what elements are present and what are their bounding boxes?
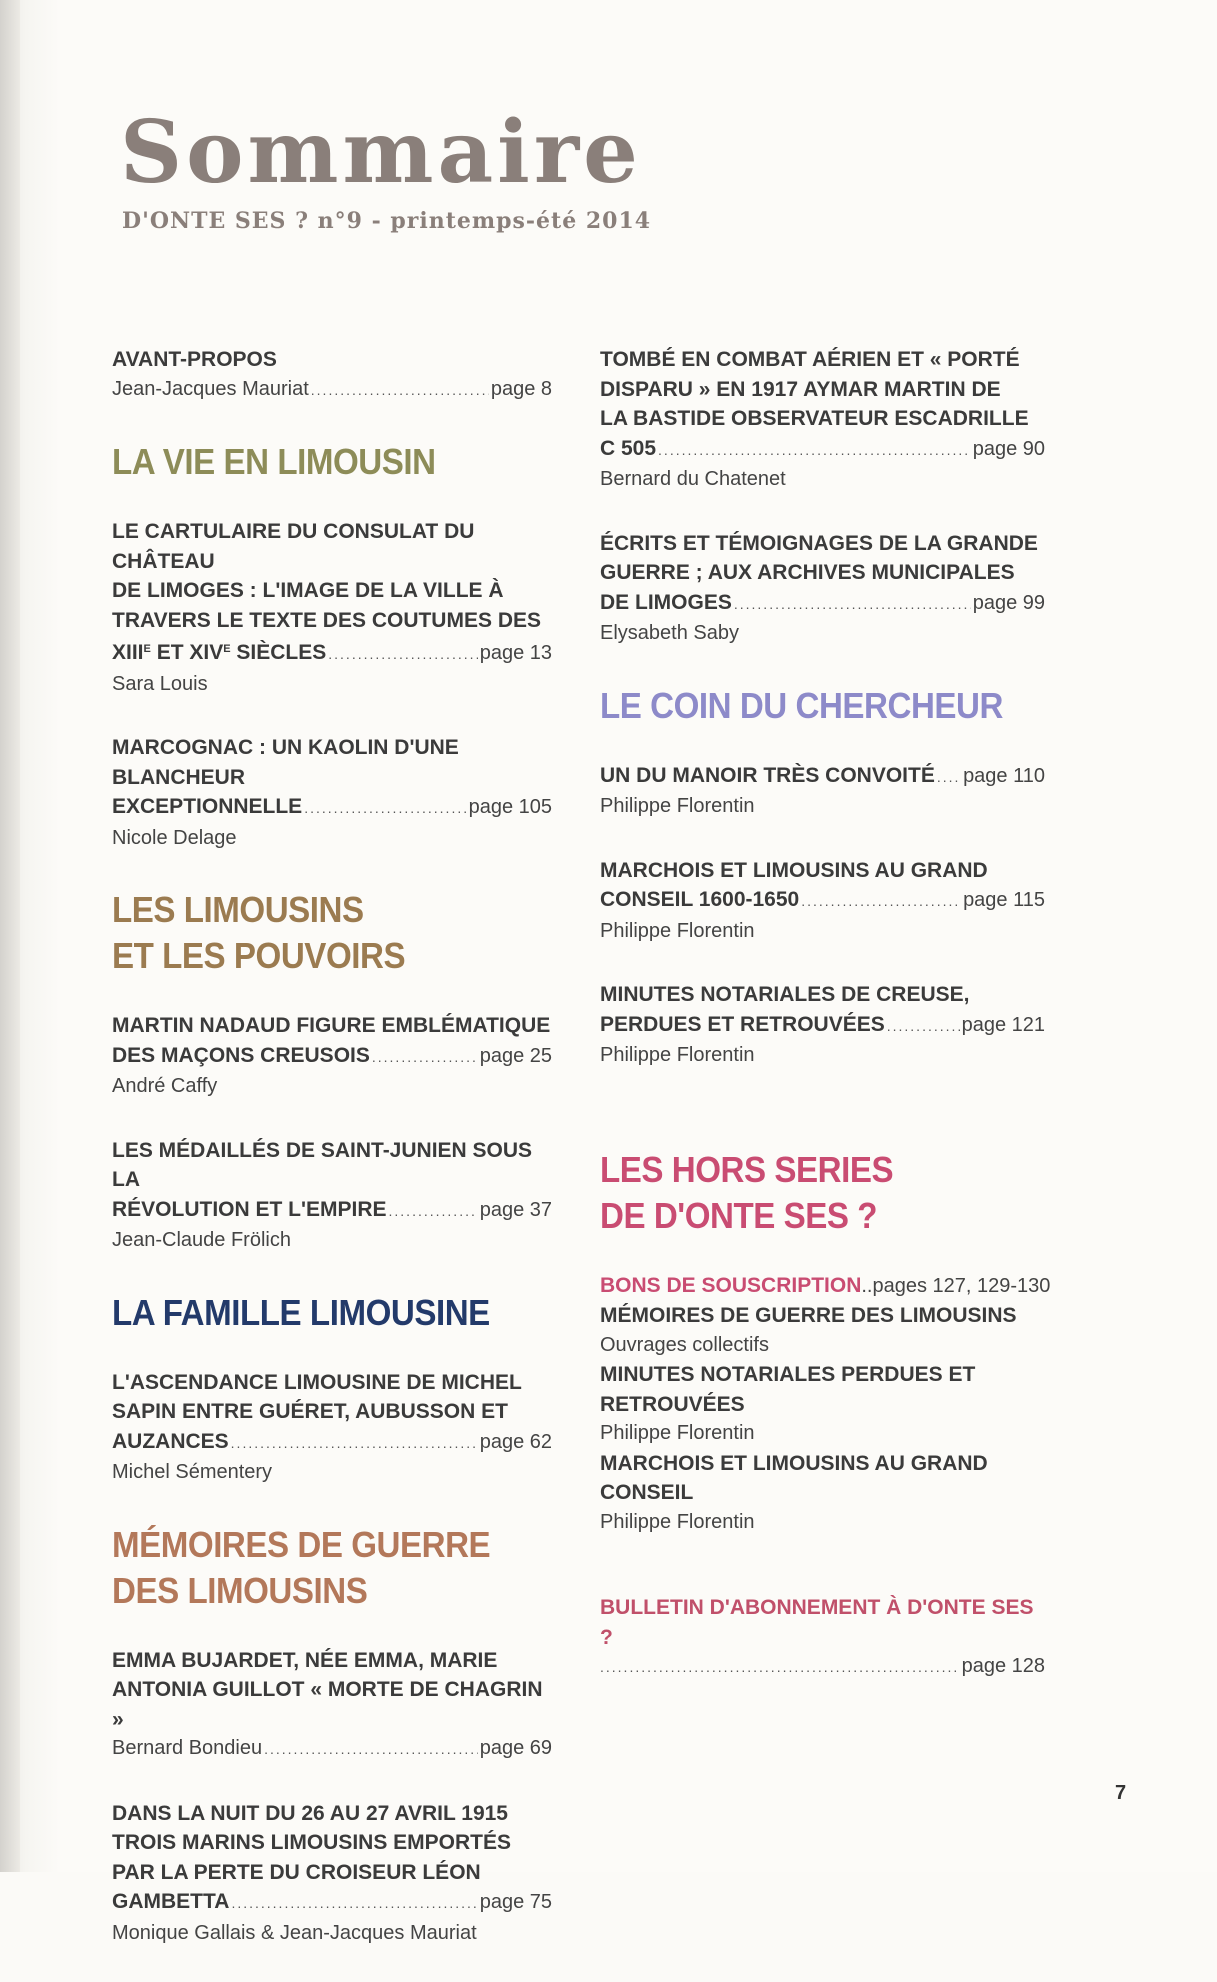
entry-title-line: MINUTES NOTARIALES DE CREUSE, [600, 983, 970, 1006]
superscript: E [223, 643, 231, 655]
hors-series-block [600, 1271, 1051, 1538]
entry-leader-line [600, 1652, 1045, 1683]
entry-page: page 62 [479, 1430, 552, 1453]
toc-entry-ecrits-temoignages[interactable] [600, 529, 1045, 649]
toc-entry-marchois-conseil[interactable] [600, 856, 1045, 947]
title-fragment: ET XIV [150, 641, 224, 664]
entry-page: page 69 [479, 1737, 552, 1759]
dot-leader [231, 1889, 477, 1919]
entry-page: page 121 [961, 1013, 1045, 1036]
entry-page: page 128 [961, 1655, 1045, 1677]
entry-title-last-line: EXCEPTIONNELLE [112, 795, 303, 818]
entry-title-line: L'ASCENDANCE LIMOUSINE DE MICHEL [112, 1370, 522, 1394]
entry-leader-line [600, 588, 1045, 620]
entry-leader-line [112, 1041, 552, 1073]
hors-serie-author: Philippe Florentin [600, 1510, 755, 1533]
dot-leader [801, 887, 961, 917]
toc-entry-medailles[interactable] [112, 1136, 552, 1256]
section-title-limousins-pouvoirs-line2: ET LES POUVOIRS [112, 935, 406, 976]
spacer [600, 1105, 1045, 1147]
entry-title-line: ANTONIA GUILLOT « MORTE DE CHAGRIN » [112, 1678, 543, 1731]
page-spine-shadow [0, 0, 20, 1872]
entry-page: page 105 [468, 796, 552, 818]
toc-right-column [600, 345, 1051, 1717]
hors-serie-title-line2: CONSEIL [600, 1481, 694, 1504]
entry-author: Jean-Jacques Mauriat [112, 377, 309, 400]
entry-title-last-line: RÉVOLUTION ET L'EMPIRE [112, 1197, 387, 1221]
hors-serie-title[interactable]: MINUTES NOTARIALES PERDUES ET [600, 1363, 976, 1386]
entry-page: page 13 [479, 642, 552, 664]
page-title: Sommaire [120, 102, 642, 203]
bons-souscription-line[interactable] [600, 1271, 1051, 1302]
entry-author: Philippe Florentin [600, 1044, 755, 1066]
hors-serie-author: Philippe Florentin [600, 1422, 755, 1444]
superscript: E [143, 643, 151, 655]
toc-entry-bujardet[interactable] [112, 1646, 552, 1765]
entry-title-line: LES MÉDAILLÉS DE SAINT-JUNIEN SOUS LA [112, 1138, 533, 1191]
entry-page: page 99 [972, 591, 1045, 614]
bons-souscription-label: BONS DE SOUSCRIPTION [600, 1273, 862, 1297]
title-fragment: XIII [112, 641, 144, 664]
entry-leader-line [112, 375, 552, 406]
entry-title-line: MARCOGNAC : UN KAOLIN D'UNE BLANCHEUR [112, 736, 459, 789]
toc-entry-manoir[interactable] [600, 761, 1045, 822]
entry-leader-line [112, 635, 552, 670]
entry-author: Bernard du Chatenet [600, 468, 786, 490]
entry-leader-line [112, 1427, 552, 1459]
entry-title-last-line: UN DU MANOIR TRÈS CONVOITÉ [600, 763, 935, 787]
entry-leader-line [600, 885, 1045, 917]
entry-author: Monique Gallais & Jean-Jacques Mauriat [112, 1921, 477, 1944]
entry-title-last-line [112, 635, 326, 668]
hors-serie-author: Ouvrages collectifs [600, 1333, 769, 1356]
toc-entry-marcognac[interactable] [112, 733, 552, 853]
entry-title-line: TOMBÉ EN COMBAT AÉRIEN ET « PORTÉ [600, 348, 1020, 371]
toc-entry-ascendance[interactable] [112, 1368, 552, 1488]
dot-leader [600, 1653, 960, 1683]
dot-leader [231, 1429, 478, 1459]
dot-leader [937, 763, 961, 793]
entry-title-line: DE LIMOGES : L'IMAGE DE LA VILLE À [112, 579, 504, 602]
section-title-hors-series-line2: DE D'ONTE SES ? [600, 1194, 878, 1236]
entry-page: page 25 [479, 1044, 552, 1067]
entry-title-line: DISPARU » EN 1917 AYMAR MARTIN DE [600, 377, 1001, 401]
dot-leader [734, 590, 971, 620]
entry-title-last-line: C 505 [600, 436, 657, 460]
entry-leader-line [600, 761, 1045, 793]
entry-author: Philippe Florentin [600, 919, 755, 942]
dot-leader [328, 640, 477, 670]
entry-leader-line [112, 792, 552, 824]
toc-left-column [112, 345, 552, 1982]
toc-entry-gambetta[interactable] [112, 1799, 552, 1949]
dot-leader [264, 1735, 478, 1765]
entry-title-line: GUERRE ; AUX ARCHIVES MUNICIPALES [600, 561, 1015, 584]
entry-author: Sara Louis [112, 672, 208, 695]
entry-title-line: MARTIN NADAUD FIGURE EMBLÉMATIQUE [112, 1014, 551, 1037]
hors-serie-title[interactable]: MARCHOIS ET LIMOUSINS AU GRAND [600, 1451, 988, 1475]
entry-leader-line [600, 434, 1045, 466]
entry-title-line: MARCHOIS ET LIMOUSINS AU GRAND [600, 858, 988, 882]
dot-leader [389, 1197, 478, 1227]
hors-serie-title[interactable]: MÉMOIRES DE GUERRE DES LIMOUSINS [600, 1304, 1017, 1327]
entry-page: page 37 [479, 1198, 552, 1221]
entry-title-last-line: AUZANCES [112, 1429, 229, 1453]
entry-title-last-line: GAMBETTA [112, 1890, 230, 1913]
dot-leader [658, 436, 971, 466]
hors-serie-title-line2: RETROUVÉES [600, 1392, 745, 1416]
dot-leader [304, 794, 466, 824]
toc-entry-nadaud[interactable] [112, 1011, 552, 1102]
toc-entry-minutes-creuse[interactable] [600, 980, 1045, 1071]
entry-page: page 90 [972, 437, 1045, 460]
entry-title-line: SAPIN ENTRE GUÉRET, AUBUSSON ET [112, 1400, 508, 1423]
section-title-hors-series: LES HORS SERIES [600, 1148, 894, 1190]
page-number: 7 [1115, 1782, 1127, 1804]
entry-title-line: TRAVERS LE TEXTE DES COUTUMES DES [112, 608, 541, 632]
entry-title-last-line: DE LIMOGES [600, 590, 732, 614]
issue-subtitle: D'ONTE SES ? n°9 - printemps-été 2014 [122, 208, 652, 234]
entry-page: page 115 [963, 889, 1045, 911]
entry-leader-line [112, 1887, 552, 1919]
section-title-coin-chercheur: LE COIN DU CHERCHEUR [600, 684, 1003, 726]
dot-leader [887, 1012, 960, 1042]
entry-title-line: TROIS MARINS LIMOUSINS EMPORTÉS [112, 1831, 512, 1854]
toc-entry-bulletin-abonnement[interactable] [600, 1593, 1045, 1683]
entry-leader-line [112, 1734, 552, 1765]
entry-title-line: LE CARTULAIRE DU CONSULAT DU CHÂTEAU [112, 520, 475, 573]
entry-author: Jean-Claude Frölich [112, 1229, 291, 1251]
entry-title: AVANT-PROPOS [112, 348, 277, 371]
entry-title-line: DANS LA NUIT DU 26 AU 27 AVRIL 1915 [112, 1801, 508, 1825]
spacer [600, 1571, 1045, 1593]
entry-title-line: EMMA BUJARDET, NÉE EMMA, MARIE [112, 1648, 498, 1672]
title-fragment: SIÈCLES [230, 641, 327, 664]
entry-author: Michel Sémentery [112, 1461, 273, 1483]
entry-title-line: PAR LA PERTE DU CROISEUR LÉON [112, 1860, 481, 1884]
entry-title-last-line: CONSEIL 1600-1650 [600, 888, 800, 911]
entry-author: Bernard Bondieu [112, 1737, 263, 1759]
dot-leader [372, 1043, 478, 1073]
toc-entry-cartulaire[interactable] [112, 517, 552, 699]
bons-souscription-pages: ..pages 127, 129-130 [861, 1274, 1051, 1297]
section-title-memoires-guerre-line2: DES LIMOUSINS [112, 1569, 368, 1611]
section-title-limousins-pouvoirs: LES LIMOUSINS [112, 889, 364, 930]
entry-leader-line [112, 1195, 552, 1227]
entry-author: André Caffy [112, 1075, 218, 1097]
entry-title-last-line: DES MAÇONS CREUSOIS [112, 1043, 370, 1067]
entry-title-line: LA BASTIDE OBSERVATEUR ESCADRILLE [600, 407, 1029, 430]
entry-title-last-line: PERDUES ET RETROUVÉES [600, 1012, 885, 1036]
entry-author: Nicole Delage [112, 826, 237, 849]
toc-entry-martin-bastide[interactable] [600, 345, 1045, 495]
toc-entry-avant-propos[interactable] [112, 345, 552, 405]
entry-page: page 75 [479, 1891, 552, 1913]
entry-author: Philippe Florentin [600, 795, 755, 817]
section-title-memoires-guerre: MÉMOIRES DE GUERRE [112, 1523, 491, 1565]
section-title-famille-limousine: LA FAMILLE LIMOUSINE [112, 1291, 490, 1333]
entry-page: page 8 [490, 377, 552, 400]
entry-leader-line [600, 1010, 1045, 1042]
dot-leader [311, 376, 489, 406]
entry-title-line: ÉCRITS ET TÉMOIGNAGES DE LA GRANDE [600, 531, 1038, 555]
entry-page: page 110 [963, 764, 1045, 787]
bulletin-title: BULLETIN D'ABONNEMENT À D'ONTE SES ? [600, 1596, 1034, 1649]
entry-author: Elysabeth Saby [600, 622, 739, 644]
section-title-vie-en-limousin: LA VIE EN LIMOUSIN [112, 441, 436, 482]
